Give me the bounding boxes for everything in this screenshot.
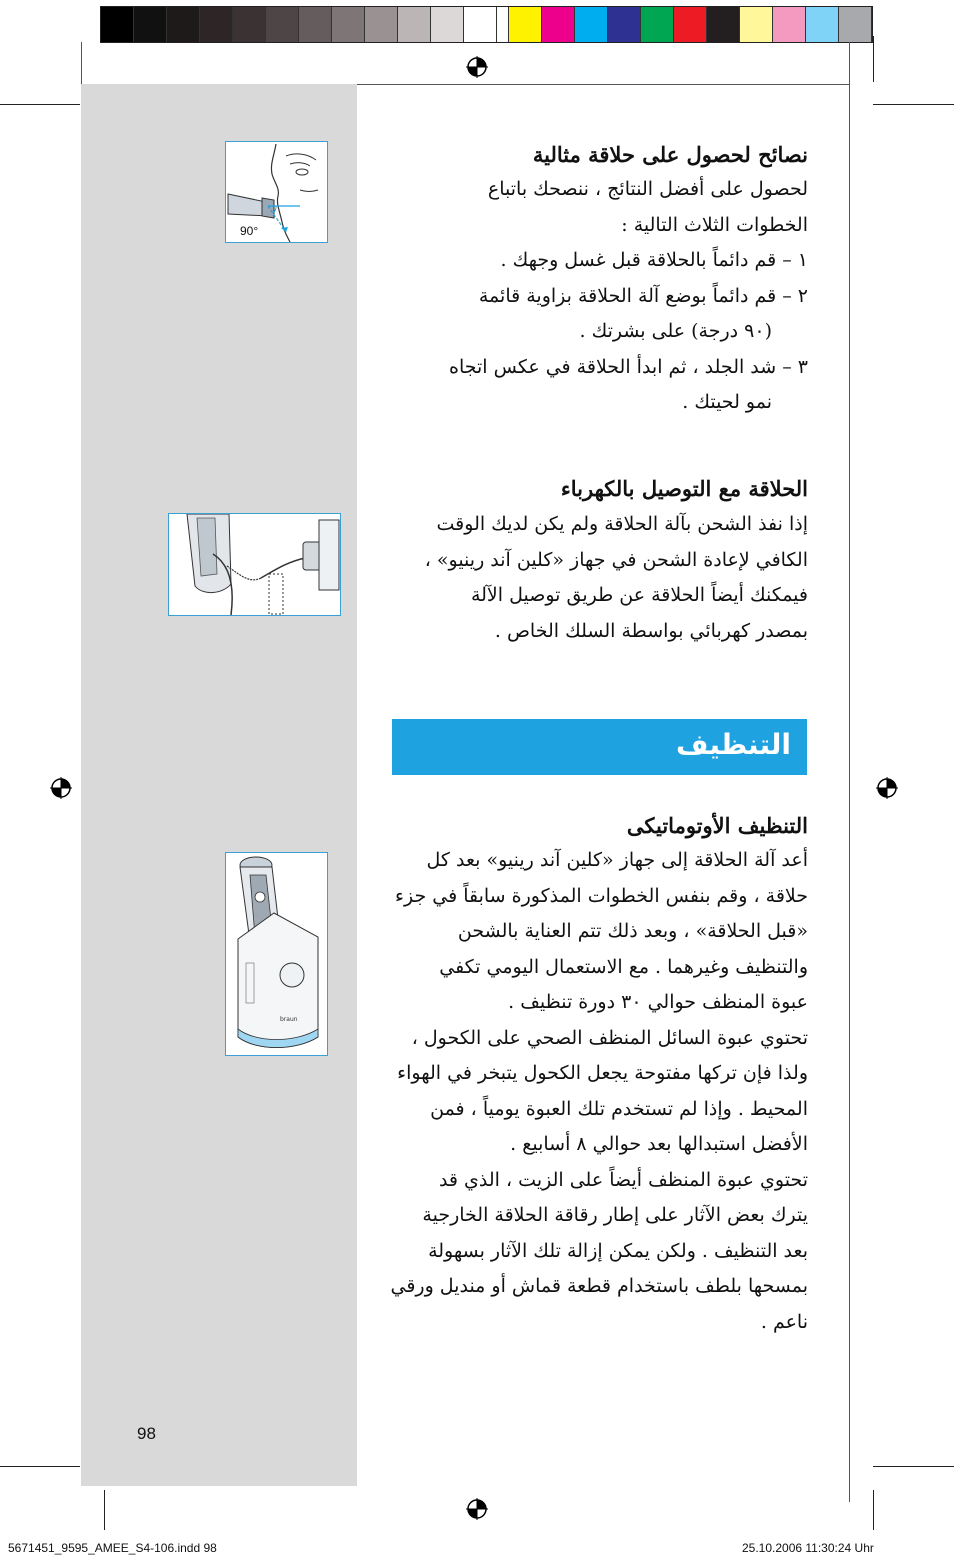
heading-mains-shaving: الحلاقة مع التوصيل بالكهرباء (560, 476, 808, 501)
color-swatch (641, 7, 674, 42)
crop-mark (0, 1466, 80, 1467)
page-rule (357, 84, 850, 85)
text-line: إذا نفذ الشحن بآلة الحلاقة ولم يكن لديك الوقت (436, 513, 808, 535)
crop-mark (873, 1490, 874, 1530)
banner-title: التنظيف (675, 728, 791, 761)
text-line: حلاقة ، وقم بنفس الخطوات المذكورة سابقاً في جزء (395, 884, 808, 907)
text-line: أعد آلة الحلاقة إلى جهاز «كلين آند رينيو» بعد كل (426, 849, 808, 871)
grey-swatch (266, 7, 299, 42)
color-swatch (509, 7, 542, 42)
date-slug: 25.10.2006 11:30:24 Uhr (742, 1541, 874, 1555)
heading-shaving-tips: نصائح لحصول على حلاقة مثالية (532, 142, 808, 167)
paragraph-automatic-cleaning (390, 843, 808, 1340)
crop-mark (873, 1466, 954, 1467)
color-swatch (839, 7, 872, 42)
paragraph-shaving-tips (449, 172, 808, 421)
file-slug: 5671451_9595_AMEE_S4-106.indd 98 (8, 1541, 217, 1555)
color-swatch-strip (100, 6, 873, 43)
shaver-plug-icon (169, 514, 340, 615)
color-swatch (806, 7, 839, 42)
crop-mark (0, 104, 80, 105)
grey-swatch (167, 7, 200, 42)
crop-mark (873, 36, 874, 82)
text-line: المحيط . وإذا لم تستخدم تلك العبوة يومياً ، فمن (430, 1097, 808, 1120)
page-rule (849, 42, 850, 1502)
paragraph-mains-shaving (425, 507, 808, 649)
text-line: بعد التنظيف . ولكن يمكن إزالة تلك الآثار بسهولة (428, 1239, 808, 1262)
grey-swatch (200, 7, 233, 42)
text-line: (٩٠ درجة) على بشرتك . (579, 320, 772, 342)
sidebar-panel (81, 84, 357, 1486)
text-line: بمصدر كهربائي بواسطة السلك الخاص . (494, 619, 808, 642)
swatch-gap (497, 7, 509, 42)
crop-mark (104, 1490, 105, 1530)
grey-swatch (332, 7, 365, 42)
color-swatch (674, 7, 707, 42)
color-swatch (740, 7, 773, 42)
grey-swatch (464, 7, 497, 42)
text-line: والتنظيف وغيرهما . مع الاستعمال اليومي تكفي (439, 955, 808, 978)
angle-label: 90° (240, 224, 259, 238)
registration-mark-icon (466, 1498, 488, 1520)
registration-mark-icon (466, 56, 488, 78)
text-line: تحتوي عبوة السائل المنظف الصحي على الكحول ، (411, 1026, 808, 1049)
text-line: ٣ – شد الجلد ، ثم ابدأ الحلاقة في عكس اتجاه (449, 355, 808, 378)
heading-automatic-cleaning: التنظيف الأوتوماتيكى (626, 813, 808, 838)
color-swatch (575, 7, 608, 42)
text-line: الخطوات الثلاث التالية : (621, 213, 808, 236)
color-swatch (707, 7, 740, 42)
registration-mark-icon (876, 777, 898, 799)
text-line: لحصول على أفضل النتائج ، ننصحك باتباع (487, 178, 808, 200)
shaving-angle-illustration (225, 141, 328, 243)
grey-swatch (365, 7, 398, 42)
text-line: ١ – قم دائماً بالحلاقة قبل غسل وجهك . (500, 249, 808, 271)
text-line: ٢ – قم دائماً بوضع آلة الحلاقة بزاوية قائمة (478, 284, 808, 307)
text-line: بمسحها بلطف باستخدام قطعة قماش أو منديل ورقي (390, 1275, 808, 1297)
svg-text:braun: braun (280, 1016, 298, 1023)
text-line: الكافي لإعادة الشحن في جهاز «كلين آند رينيو» ، (424, 548, 808, 571)
color-swatch (542, 7, 575, 42)
text-line: نمو لحيتك . (682, 391, 772, 413)
grey-swatch (299, 7, 332, 42)
page-rule (81, 42, 82, 84)
color-swatch (773, 7, 806, 42)
shaver-mains-illustration (168, 513, 341, 616)
text-line: فيمكنك أيضاً الحلاقة عن طريق توصيل الآلة (470, 584, 808, 606)
text-line: ناعم . (760, 1310, 808, 1333)
grey-swatch (101, 7, 134, 42)
clean-renew-station-illustration (225, 852, 328, 1056)
text-line: عبوة المنظف حوالي ٣٠ دورة تنظيف . (508, 991, 808, 1013)
grey-swatch (398, 7, 431, 42)
text-line: يترك بعض الآثار على إطار رقاقة الحلاقة الخارجية (422, 1204, 808, 1226)
text-line: الأفضل استبدالها بعد حوالي ٨ أسابيع . (510, 1133, 808, 1155)
crop-mark (873, 104, 954, 105)
registration-mark-icon (50, 777, 72, 799)
grey-swatch (431, 7, 464, 42)
section-banner (392, 719, 807, 775)
color-swatch (608, 7, 641, 42)
text-line: «قبل الحلاقة» ، وبعد ذلك تتم العناية بالشحن (457, 920, 808, 942)
text-line: ولذا فإن تركها مفتوحة يجعل الكحول يتبخر في الهواء (397, 1062, 808, 1084)
grey-swatch (134, 7, 167, 42)
text-line: تحتوي عبوة المنظف أيضاً على الزيت ، الذي قد (438, 1168, 808, 1191)
grey-swatch (233, 7, 266, 42)
page-number: 98 (137, 1424, 156, 1443)
cleaning-station-icon (226, 853, 327, 1055)
